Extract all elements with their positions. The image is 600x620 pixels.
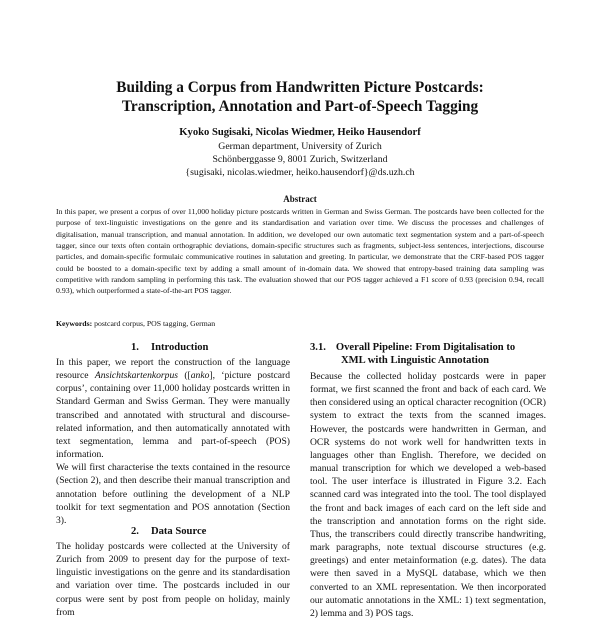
abstract-heading: Abstract: [283, 194, 317, 204]
intro-text-b: ([: [177, 370, 191, 382]
data-source-paragraph-1: The holiday postcards were collected at the University of Zurich from 2009 to present day for the purpose of text-linguistic investigations on the genre and its standardisation and variation over time. The postcards included in our corpus were sent by post from people on holiday, mainly from: [56, 541, 290, 618]
pipeline-body: [310, 370, 546, 620]
affiliation-address: Schönberggasse 9, 8001 Zurich, Switzerland: [212, 154, 388, 165]
section-heading-introduction: [131, 341, 208, 354]
introduction-paragraph-1: [56, 356, 290, 461]
intro-corpus-name: Ansichtskartenkorpus: [94, 370, 178, 382]
introduction-paragraph-2: We will first characterise the texts contained in the resource (Section 2), and then describe their manual transcription and annotation before outlining the development of a NLP toolkit for text segmentation and POS annotation (Section 3).: [56, 462, 290, 526]
intro-text-a: In this paper, we report the construction of the language resource: [56, 357, 290, 382]
keywords: [56, 318, 544, 329]
intro-corpus-abbrev: anko: [190, 370, 210, 382]
keywords-text: postcard corpus, POS tagging, German: [94, 319, 216, 328]
section-heading-overall-pipeline: [310, 341, 546, 367]
section-title: Introduction: [150, 342, 209, 353]
paper-title-line-2: Transcription, Annotation and Part-of-Speech Tagging: [121, 98, 479, 115]
data-source-body: [56, 540, 290, 619]
affiliation-emails: {sugisaki, nicolas.wiedmer, heiko.hausendorf}@ds.uzh.ch: [185, 167, 415, 178]
section-title: Data Source: [150, 526, 207, 537]
section-number: 3.1.: [310, 342, 326, 353]
section-heading-data-source: [131, 525, 206, 538]
abstract-text: In this paper, we present a corpus of over 11,000 holiday picture postcards written in German and Swiss German. The postcards have been collected for the purpose of text-linguistic investigations on the genre and its standardisation and variation over time. We discuss the processes and challenges of digitalisation, manual transcription, and manual annotation. In addition, we developed our own automatic text segmentation system and a part-of-speech tagger, since our texts often contain orthographic deviations, domain-specific structures such as fragments, subject-less sentences, interjections, discourse particles, and domain-specific formulaic communicative routines in salutation and greeting. In particular, we demonstrate that the CRF-based POS tagger could be boosted to a domain-specific text by adding a small amount of in-domain data. We showed that entropy-based training data sampling was competitive with random sampling in performing this task. The evaluation showed that our POS tagger achieved a F1 score of 0.93 (precision 0.94, recall 0.93), which outperformed a state-of-the-art POS tagger.: [56, 207, 544, 296]
section-title-line-2: XML with Linguistic Annotation: [341, 355, 490, 366]
section-number: 2.: [131, 526, 139, 537]
intro-text-c: ], ‘picture postcard corpus’, containing over 11,000 holiday postcards written in Standard German and Swiss German. They were manually transcribed and annotated with structural and discourse-related information, and then automatically annotated with text segmentation, lemma and part-of-speech (POS) information.: [56, 370, 290, 461]
paper-title-line-1: Building a Corpus from Handwritten Picture Postcards:: [116, 79, 484, 96]
section-title-line-1: Overall Pipeline: From Digitalisation to: [335, 342, 516, 353]
pipeline-paragraph-1: Because the collected holiday postcards were in paper format, we first scanned the front and back of each card. We then considered using an optical character recognition (OCR) system to extract the texts from the scanned images. However, the postcards were handwritten in German, and OCR systems do not work well for handwritten texts in languages other than English. Therefore, we decided on manual transcription for which we developed a web-based tool. The user interface is illustrated in Figure 3.2. Each scanned card was integrated into the tool. The tool displayed the front and back images of each card on the left side and the transcription and annotation forms on the right side. Thus, the transcribers could directly transcribe handwriting, mark paragraphs, note textual discourse structures (e.g. greetings) and enter metainformation (e.g. dates). The data were then saved in a MySQL database, which we then converted to an XML representation. We then incorporated our automatic annotations in the XML: 1) text segmentation, 2) lemma and 3) POS tags.: [310, 371, 546, 619]
introduction-body: [56, 356, 290, 527]
affiliation-department: German department, University of Zurich: [218, 141, 382, 152]
section-number: 1.: [131, 342, 139, 353]
keywords-label: Keywords:: [56, 319, 93, 328]
authors: Kyoko Sugisaki, Nicolas Wiedmer, Heiko Hausendorf: [179, 127, 421, 138]
